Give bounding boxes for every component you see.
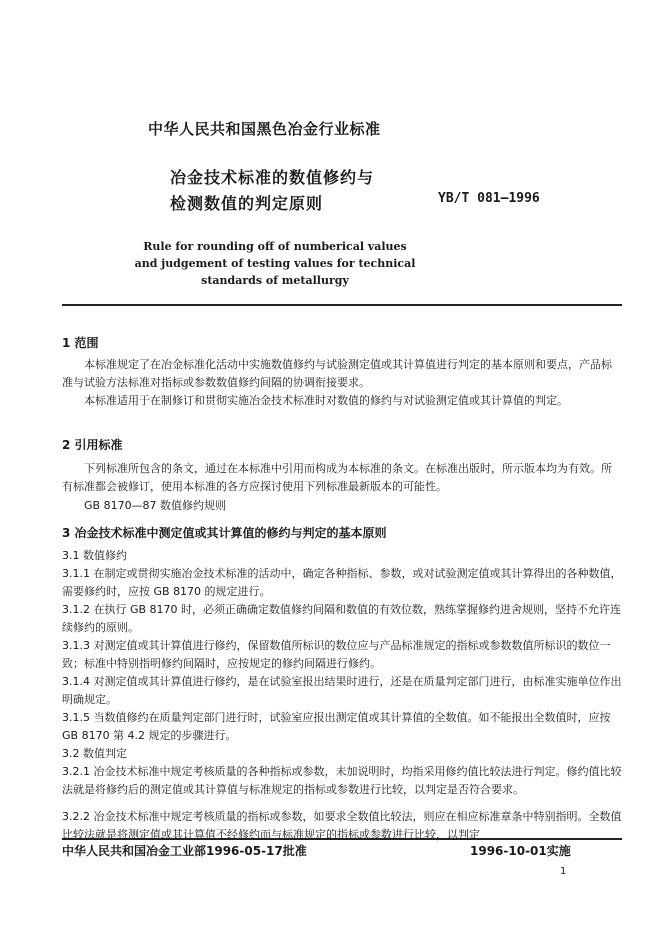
title-en-line2: and judgement of testing values for technical xyxy=(134,257,416,270)
header-title: 中华人民共和国黑色冶金行业标准 xyxy=(148,120,381,138)
standard-number: YB/T 081—1996 xyxy=(438,191,540,206)
clause-3-1-3: 3.1.3 对测定值或其计算值进行修约，保留数值所标识的数位应与产品标准规定的指标或参数数值所标识的数位一致；标准中特别指明修约间隔时，应按规定的修约间隔进行修约。 xyxy=(62,639,611,670)
section-2-heading: 2 引用标准 xyxy=(62,438,123,452)
clause-3-1-2: 3.1.2 在执行 GB 8170 时，必须正确确定数值修约间隔和数值的有效位数，熟练掌握修约进舍规则，坚持不允许连续修约的原则。 xyxy=(62,603,622,634)
page-number: 1 xyxy=(560,866,567,877)
section-2-para-1: 下列标准所包含的条文，通过在本标准中引用而构成为本标准的条文。在标准出版时，所示版本均为有效。所有标准都会被修订，使用本标准的各方应探讨使用下列标准最新版本的可能性。 xyxy=(62,462,612,493)
clause-3-1-1: 3.1.1 在制定或贯彻实施冶金技术标准的活动中，确定各种指标、参数，或对试验测定值或其计算得出的各种数值，需要修约时，应按 GB 8170 的规定进行。 xyxy=(62,567,622,598)
section-1-para-2: 本标准适用于在制修订和贯彻实施冶金技术标准时对数值的修约与对试验测定值或其计算值的判定。 xyxy=(84,394,568,407)
section-2-reference: GB 8170—87 数值修约规则 xyxy=(84,499,227,512)
clause-3-2-2: 3.2.2 冶金技术标准中规定考核质量的指标或参数，如要求全数值比较法，则应在相应标准章条中特别指明。全数值比较法就是将测定值或其计算值不经修约而与标准规定的指标或参数进行比较，以判定 xyxy=(62,810,622,841)
clause-3-2-heading: 3.2 数值判定 xyxy=(62,747,127,760)
title-cn-line1: 冶金技术标准的数值修约与 xyxy=(170,168,375,187)
clause-3-1-5: 3.1.5 当数值修约在质量判定部门进行时，试验室应报出测定值或其计算值的全数值。如不能报出全数值时，应按 GB 8170 第 4.2 规定的步骤进行。 xyxy=(62,711,611,742)
implementation-date: 1996-10-01实施 xyxy=(470,844,571,858)
approval-date: 中华人民共和国冶金工业部1996-05-17批准 xyxy=(62,844,307,858)
clause-3-1-4: 3.1.4 对测定值或其计算值进行修约，是在试验室报出结果时进行，还是在质量判定部门进行，由标准实施单位作出明确规定。 xyxy=(62,675,622,706)
title-cn-line2: 检测数值的判定原则 xyxy=(170,194,324,213)
title-en-line3: standards of metallurgy xyxy=(201,274,349,287)
clause-3-2-1: 3.2.1 冶金技术标准中规定考核质量的各种指标或参数，未加说明时，均指采用修约值比较法进行判定。修约值比较法就是将修约后的测定值或其计算值与标准规定的指标或参数进行比较，以判定是否符合要求。 xyxy=(62,765,622,796)
section-1-para-1: 本标准规定了在冶金标准化活动中实施数值修约与试验测定值或其计算值进行判定的基本原则和要点，产品标准与试验方法标准对指标或参数数值修约间隔的协调衔接要求。 xyxy=(62,358,612,389)
section-1-heading: 1 范围 xyxy=(62,336,99,350)
footer-divider xyxy=(62,838,622,840)
clause-3-1-heading: 3.1 数值修约 xyxy=(62,549,127,562)
title-en-line1: Rule for rounding off of numberical values xyxy=(143,240,407,253)
divider xyxy=(62,304,622,306)
section-3-heading: 3 冶金技术标准中测定值或其计算值的修约与判定的基本原则 xyxy=(62,526,387,540)
